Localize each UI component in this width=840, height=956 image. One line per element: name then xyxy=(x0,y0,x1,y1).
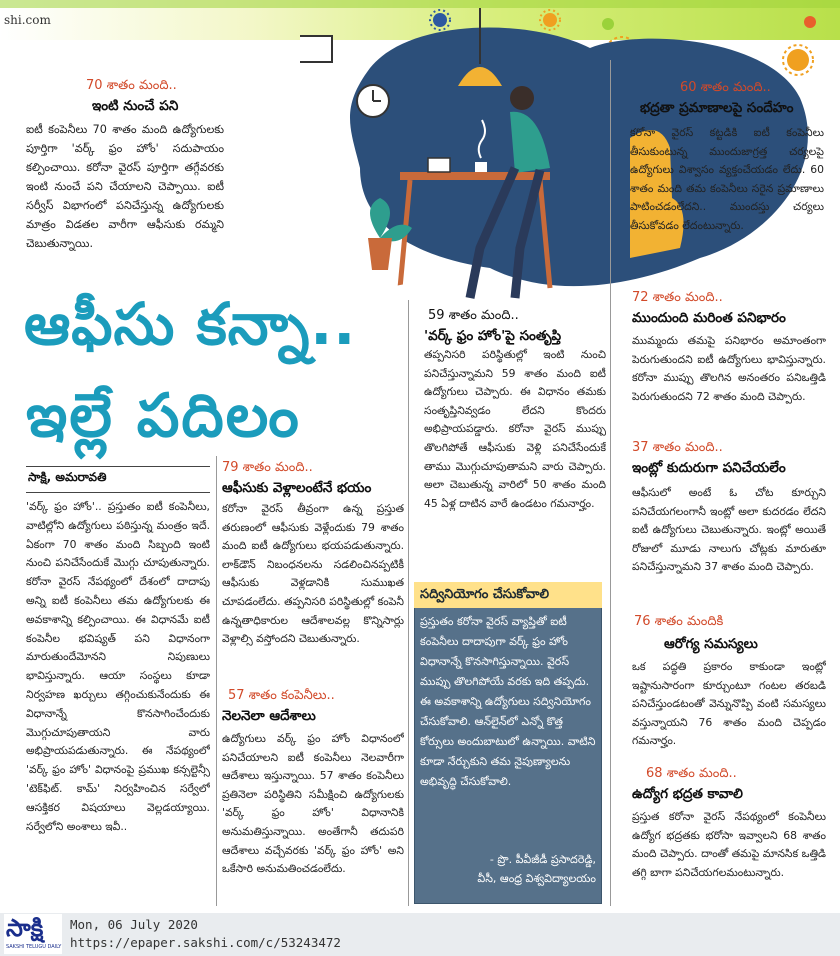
article-s68-body: ప్రస్తుత కరోనా వైరస్ నేపథ్యంలో కంపెనీలు ఉద్యోగ భద్రతకు భరోసా ఇవ్వాలని 68 శాతం మంది చెప్పారు. దాంతో తమపై మానసిక ఒత్తిడి తగ్గి బాగా పనిచేయగలమంటున్నారు. xyxy=(632,810,826,879)
signature-title: వీసీ, ఆంధ్ర విశ్వవిద్యాలయం xyxy=(477,872,596,885)
heading-fear-office: ఆఫీసుకు వెళ్లాలంటేనే భయం xyxy=(222,480,372,496)
heading-safety-doubt: భద్రతా ప్రమాణాలపై సందేహం xyxy=(640,100,794,116)
headline-line1: ఆఫీసు కన్నా.. xyxy=(24,290,357,358)
headline-line2: ఇల్లే పదిలం xyxy=(26,381,301,451)
heading-home-focus: ఇంట్లో కుదురుగా పనిచేయలేం xyxy=(632,460,786,476)
stat-72-percent: 72 శాతం మంది.. xyxy=(632,290,723,305)
stat-37-percent: 37 శాతం మంది.. xyxy=(632,440,723,455)
article-s79-body: కరోనా వైరస్ తీవ్రంగా ఉన్న ప్రస్తుత తరుణంలో ఆఫీసుకు వెళ్లేందుకు 79 శాతం మంది ఐటీ ఉద్యోగులు భయపడుతున్నారు. లాక్‌డౌన్ నిబంధనలను సడలించినప్పటికీ ఆఫీసుకు వెళ్లడానికి సుముఖత చూపడంలేదు. తప్పనిసరి పరిస్థితుల్లో కంపెనీ ఉన్నతాధికారుల ఆదేశాలవల్ల కొన్నిసార్లు వెళ్లాల్సి వస్తోందని చెబుతున్నారు. xyxy=(222,502,404,646)
article-s59-body: తప్పనిసరి పరిస్థితుల్లో ఇంటి నుంచి పనిచేస్తున్నామని 59 శాతం మంది ఐటీ ఉద్యోగులు చెప్పారు. ఈ విధానం తమకు సంతృప్తినివ్వడం లేదని కొందరు అభిప్రాయపడ్డారు. కరోనా వైరస్ ముప్పు తొలగిపోతే ఆఫీసుకు వెళ్లి పనిచేసేందుకే తాము మొగ్గుచూపుతామని వారు చెప్పారు. అలా చెబుతున్న వారిలో 50 శాతం మంది 45 ఏళ్ల దాటిన వారే ఉండటం గమనార్హం. xyxy=(424,348,606,510)
heading-work-from-home: ఇంటి నుంచే పని xyxy=(92,98,179,114)
footer-date: Mon, 06 July 2020 xyxy=(70,917,198,932)
signature-name: - ప్రొ. పీవీజీడీ ప్రసాదరెడ్డి, xyxy=(489,853,596,866)
byline-rule xyxy=(26,466,210,467)
cup-icon xyxy=(475,162,487,172)
article-s57-body: ఉద్యోగులు వర్క్ ఫ్రం హోం విధానంలో పనిచేయాలని ఐటీ కంపెనీలు నెలవారీగా ఆదేశాలు ఇస్తున్నాయి. 57 శాతం కంపెనీలు ప్రతినెలా పరిస్థితిని సమీక్షించి ఉద్యోగులకు 'వర్క్ ఫ్రం హోం' విధానానికి అనుమతిస్తున్నాయి. అంతేగానీ తదుపరి ఆదేశాలు వచ్చేవరకు 'వర్క్ ఫ్రం హోం' అని ఒకేసారి అనుమతించడంలేదు. xyxy=(222,732,404,876)
quote-box-body: ప్రస్తుతం కరోనా వైరస్ వ్యాప్తితో ఐటీ కంపెనీలు దాదాపుగా వర్క్ ఫ్రం హోం విధానాన్నే కొనసాగిస్తున్నాయి. వైరస్ ముప్పు తొలగిపోయే వరకు ఇది తప్పదు. ఈ అవకాశాన్ని ఉద్యోగులు సద్వినియోగం చేసుకోవాలి. ఆన్‌లైన్‌లో ఎన్నో కొత్త కోర్సులు అందుబాటులో ఉన్నాయి. వాటిని కూడా నేర్చుకుని తమ నైపుణ్యాలను అభివృద్ధి చేసుకోవాలి. xyxy=(420,615,596,788)
article-s76-body: ఒక పద్ధతి ప్రకారం కాకుండా ఇంట్లో ఇష్టానుసారంగా కూర్చుంటూ గంటల తరబడి పనిచేస్తుండటంతో వెన్నునొప్పి వంటి సమస్యలు వస్తున్నాయని 76 శాతం మంది చెప్పడం గమనార్హం. xyxy=(632,660,826,748)
sakshi-logo[interactable] xyxy=(4,914,62,954)
picture-frame-icon xyxy=(300,36,332,62)
byline: సాక్షి, అమరావతి xyxy=(28,470,107,484)
quote-box-title: సద్వినియోగం చేసుకోవాలి xyxy=(420,587,550,602)
cat-icon xyxy=(386,284,438,302)
byline-rule-bottom xyxy=(26,492,210,493)
footer-url[interactable]: https://epaper.sakshi.com/c/53243472 xyxy=(70,935,341,950)
logo-text: సాక్షి xyxy=(6,914,44,942)
site-label: shi.com xyxy=(4,13,51,27)
column-divider xyxy=(610,60,611,906)
heading-health-issues: ఆరోగ్య సమస్యలు xyxy=(664,636,758,652)
stat-79-percent: 79 శాతం మంది.. xyxy=(222,460,313,475)
logo-subtext: SAKSHI TELUGU DAILY xyxy=(6,944,62,950)
stat-60-percent: 60 శాతం మంది.. xyxy=(680,80,771,95)
article-s37-body: ఆఫీసులో అంటే ఓ చోట కూర్చుని పనిచేయగలంగానీ ఇంట్లో అలా కుదరడం లేదని ఐటీ ఉద్యోగులు చెబుతున్నారు. ఇంట్లో అయితే రోజులో మూడు నాలుగు చోట్లకు మారుతూ పనిచేస్తున్నామని 37 శాతం మంది చెప్పారు. xyxy=(632,486,826,574)
plant-icon xyxy=(368,238,392,270)
desk xyxy=(400,172,550,180)
stat-76-percent: 76 శాతం మందికి xyxy=(634,614,724,629)
heading-job-security: ఉద్యోగ భద్రత కావాలి xyxy=(632,786,743,802)
article-intro-body: 'వర్క్ ఫ్రం హోం'.. ప్రస్తుతం ఐటీ కంపెనీలు, వాటిల్లోని ఉద్యోగులు పఠిస్తున్న మంత్రం ఇదే. ఏకంగా 70 శాతం మంది సిబ్బంది ఇంటి నుంచి పనిచేసేందుకే మొగ్గు చూపుతున్నారు. కరోనా వైరస్ నేపథ్యంలో దేశంలో దాదాపు అన్ని ఐటీ కంపెనీలు తమ ఉద్యోగులకు ఈ అవకాశాన్ని కల్పించాయి. ఈ విధానమే ఐటీ కంపెనీల భవిష్యత్ పని విధానంగా మారుతుందేమోనని నిపుణులు భావిస్తున్నారు. ఆయా సంస్థలు కూడా నిర్వహణ ఖర్చులు తగ్గించుకునేందుకు ఈ విధానాన్నే కొనసాగించేందుకు మొగ్గుచూపుతాయని వారు అభిప్రాయపడుతున్నారు. ఈ నేపథ్యంలో 'వర్క్ ఫ్రం హోం' విధానంపై ప్రముఖ కన్సల్టెన్సీ 'టెక్‌ఫిట్. కామ్' నిర్వహించిన సర్వేలో ఆసక్తికర విషయాలు వెల్లడయ్యాయి. సర్వేలోని అంశాలు ఇవీ.. xyxy=(26,500,210,833)
heading-satisfaction: 'వర్క్ ఫ్రం హోం'పై సంతృప్తి xyxy=(424,328,562,344)
column-divider xyxy=(408,300,409,906)
article-s70-body: ఐటీ కంపెనీలు 70 శాతం మంది ఉద్యోగులకు పూర్తిగా 'వర్క్ ఫ్రం హోం' సదుపాయం కల్పించాయి. కరోనా వైరస్ పూర్తిగా తగ్గేవరకు ఇంటి నుంచే పని చేయాలని చెప్పాయి. ఐటీ సర్వీస్ విభాగంలో పనిచేస్తున్న ఉద్యోగులకు మాత్రం విడతల వారీగా ఆఫీసుకు రమ్మని చెబుతున్నాయి. xyxy=(26,123,224,250)
heading-monthly-orders: నెలనెలా ఆదేశాలు xyxy=(222,708,316,724)
stat-68-percent: 68 శాతం మంది.. xyxy=(646,766,737,781)
column-divider xyxy=(216,456,217,906)
stat-59-percent: 59 శాతం మంది.. xyxy=(428,308,519,323)
stat-70-percent: 70 శాతం మంది.. xyxy=(86,78,177,93)
laptop-icon xyxy=(428,158,450,172)
quote-box-signature xyxy=(424,850,596,888)
quote-box-header xyxy=(414,582,602,608)
heading-workload: ముందుంది మరింత పనిభారం xyxy=(632,310,786,326)
person-head xyxy=(510,86,534,110)
article-s60-body: కరోనా వైరస్ కట్టడికి ఐటీ కంపెనీలు తీసుకుంటున్న ముందుజాగ్రత్త చర్యలపై ఉద్యోగులు విశ్వాసం వ్యక్తంచేయడం లేదు. 60 శాతం మంది తమ కంపెనీలు సరైన ప్రమాణాలు పాటించడంలేదని.. ముందస్తు చర్యలు తీసుకోవడం లేదంటున్నారు. xyxy=(630,126,824,232)
stat-57-percent: 57 శాతం కంపెనీలు.. xyxy=(228,688,335,703)
article-s72-body: ముమ్మందు తమపై పనిభారం అమాంతంగా పెరుగుతుందని ఐటీ ఉద్యోగులు భావిస్తున్నారు. కరోనా ముప్పు తొలగిన అనంతరం పనిఒత్తిడి పెరుగుతుందని 72 శాతం మంది చెప్పారు. xyxy=(632,334,826,403)
